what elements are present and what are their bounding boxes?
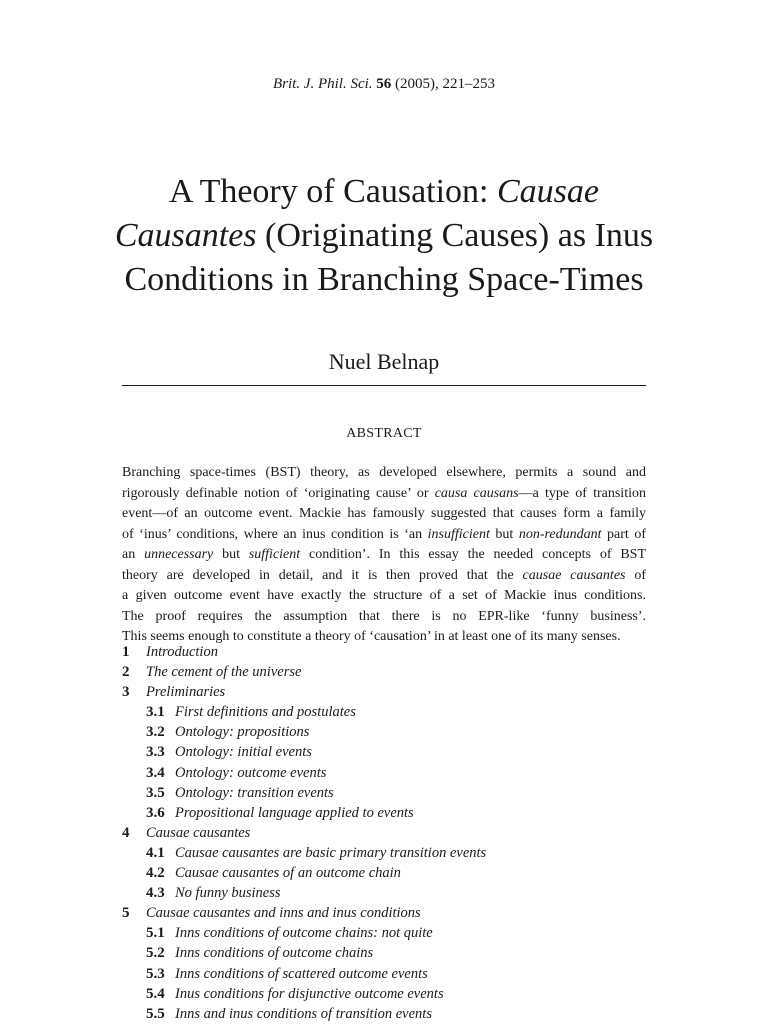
- toc-entry: [122, 903, 662, 923]
- paper-title: [100, 170, 668, 302]
- toc-entry: [122, 1004, 662, 1024]
- toc-entry-number: 5: [122, 905, 130, 922]
- toc-entry-title: Ontology: initial events: [175, 744, 312, 761]
- toc-entry-number: 4.1: [146, 844, 165, 861]
- toc-entry-title: Inns conditions of outcome chains: not quite: [175, 925, 433, 942]
- toc-entry-title: Causae causantes and inns and inus conditions: [146, 905, 421, 922]
- abstract-italic-text: non-redundant: [518, 526, 602, 542]
- toc-entry: [122, 823, 662, 843]
- toc-entry-title: The cement of the universe: [146, 664, 302, 681]
- abstract-italic-text: unnecessary: [144, 547, 214, 562]
- toc-entry-number: 3.4: [146, 764, 165, 781]
- journal-volume: 56: [376, 76, 392, 92]
- abstract-text: The proof requires the assumption that there is no EPR-like ‘funny business’.: [122, 608, 646, 624]
- abstract-text: condition’. In this essay the needed concepts of BST: [300, 547, 646, 562]
- abstract-text: an: [122, 547, 145, 562]
- toc-entry: [122, 642, 662, 662]
- toc-entry-title: Causae causantes: [146, 824, 251, 841]
- toc-entry-title: Introduction: [146, 644, 218, 660]
- abstract-text: of: [625, 567, 646, 583]
- abstract-body: [122, 463, 646, 648]
- toc-entry-title: Inns conditions of scattered outcome events: [175, 965, 428, 982]
- toc-entry-number: 3.3: [146, 744, 165, 761]
- abstract-italic-text: causae causantes: [522, 567, 626, 583]
- abstract-line: [122, 566, 646, 587]
- toc-entry-number: 3.1: [146, 704, 165, 721]
- table-of-contents: [122, 642, 662, 1024]
- toc-entry-number: 5.3: [146, 965, 165, 982]
- toc-entry: [122, 984, 662, 1004]
- abstract-line: [122, 504, 646, 525]
- toc-entry: [122, 763, 662, 783]
- toc-entry-number: 5.5: [146, 1005, 165, 1022]
- toc-entry-number: 5.2: [146, 945, 165, 962]
- toc-entry-number: 3.5: [146, 784, 165, 801]
- toc-entry-title: Ontology: outcome events: [175, 764, 327, 781]
- abstract-italic-text: causa causans: [434, 485, 519, 501]
- journal-year-pages: (2005), 221–253: [395, 76, 496, 92]
- abstract-line: [122, 463, 646, 484]
- title-part-1: A Theory of Causation:: [169, 173, 497, 210]
- abstract-text: —a type of transition: [518, 485, 646, 501]
- toc-entry: [122, 943, 662, 963]
- toc-entry: [122, 702, 662, 722]
- toc-entry-title: Preliminaries: [146, 684, 226, 701]
- toc-entry-title: Inns and inus conditions of transition events: [175, 1005, 432, 1022]
- toc-entry-number: 1: [122, 644, 130, 660]
- toc-entry: [122, 742, 662, 762]
- toc-entry-title: No funny business: [175, 885, 281, 902]
- toc-entry: [122, 722, 662, 742]
- abstract-text: part of: [601, 526, 646, 542]
- abstract-text: a given outcome event have exactly the structure of a set of Mackie inus conditions.: [122, 588, 646, 603]
- toc-entry-title: First definitions and postulates: [175, 704, 356, 721]
- abstract-text: event—of an outcome event. Mackie has famously suggested that causes form a family: [122, 506, 646, 521]
- toc-entry-number: 3: [122, 684, 130, 701]
- toc-entry-number: 2: [122, 664, 130, 681]
- toc-entry-title: Causae causantes of an outcome chain: [175, 865, 401, 882]
- toc-entry-title: Propositional language applied to events: [175, 804, 414, 821]
- abstract-text: rigorously definable notion of ‘originating cause’ or: [122, 485, 435, 501]
- toc-entry-title: Inus conditions for disjunctive outcome events: [175, 985, 444, 1002]
- toc-entry-number: 5.4: [146, 985, 165, 1002]
- abstract-line: [122, 484, 646, 505]
- abstract-text: theory are developed in detail, and it is then proved that the: [122, 567, 523, 583]
- abstract-line: [122, 525, 646, 546]
- toc-entry-number: 3.2: [146, 724, 165, 741]
- title-part-2-italic: Causae Causantes: [114, 173, 599, 254]
- toc-entry: [122, 662, 662, 682]
- author-name: Nuel Belnap: [328, 349, 440, 374]
- toc-entry-number: 4.3: [146, 885, 165, 902]
- toc-entry-title: Ontology: propositions: [175, 724, 310, 741]
- toc-entry-number: 3.6: [146, 804, 165, 821]
- toc-entry-title: Causae causantes are basic primary transition events: [175, 844, 487, 861]
- abstract-italic-text: sufficient: [248, 547, 301, 562]
- toc-entry: [122, 923, 662, 943]
- abstract-heading: ABSTRACT: [346, 426, 422, 441]
- toc-entry: [122, 964, 662, 984]
- toc-entry: [122, 803, 662, 823]
- abstract-text: but: [489, 526, 519, 542]
- abstract-text: Branching space-times (BST) theory, as developed elsewhere, permits a sound and: [122, 465, 646, 480]
- abstract-italic-text: insufficient: [427, 526, 490, 542]
- abstract-line: [122, 607, 646, 628]
- abstract-line: [122, 586, 646, 607]
- toc-entry: [122, 682, 662, 702]
- journal-name: Brit. J. Phil. Sci.: [272, 76, 373, 92]
- toc-entry-number: 4: [122, 824, 130, 841]
- toc-entry-title: Ontology: transition events: [175, 784, 334, 801]
- title-divider: [122, 385, 646, 386]
- title-part-3: (Originating Causes) as Inus Conditions in Branching Space-Times: [124, 217, 654, 298]
- abstract-line: [122, 545, 646, 566]
- toc-entry: [122, 843, 662, 863]
- toc-entry-title: Inns conditions of outcome chains: [175, 945, 374, 962]
- toc-entry: [122, 783, 662, 803]
- toc-entry-number: 4.2: [146, 865, 165, 882]
- abstract-text: of ‘inus’ conditions, where an inus condition is ‘an: [122, 526, 428, 542]
- toc-entry: [122, 863, 662, 883]
- abstract-text: but: [213, 547, 249, 562]
- toc-entry-number: 5.1: [146, 925, 165, 942]
- abstract-text: This seems enough to constitute a theory of ‘causation’ in at least one of its many senses.: [122, 629, 621, 644]
- toc-entry: [122, 883, 662, 903]
- journal-citation: [0, 74, 768, 94]
